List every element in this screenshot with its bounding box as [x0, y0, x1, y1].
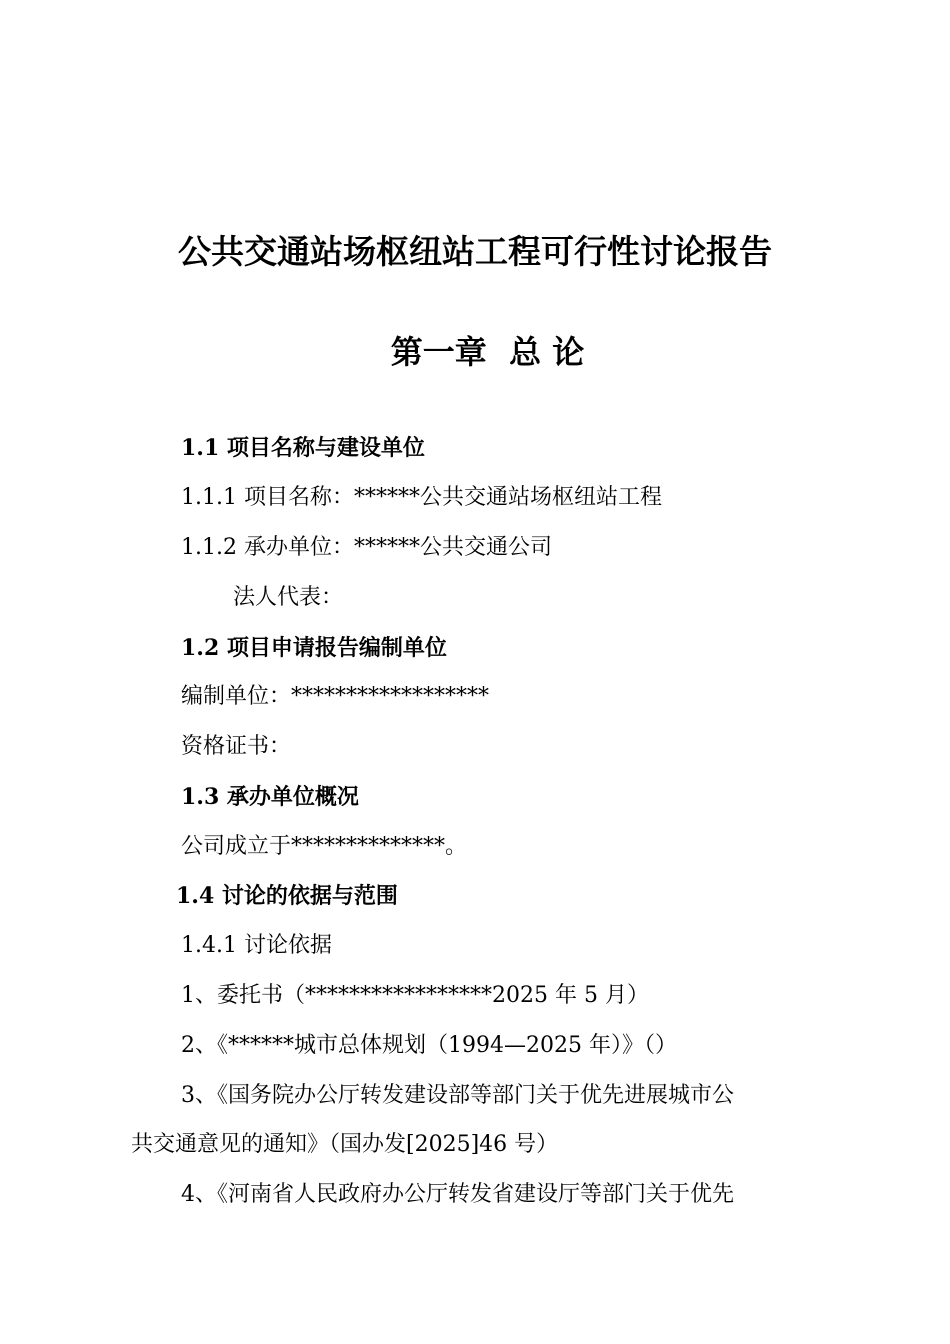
- item-compiling-unit: 编制单位：******************: [181, 684, 490, 709]
- section-heading-1-4: 1.4 讨论的依据与范围: [176, 883, 398, 909]
- subsection-heading-1-4-1: 1.4.1 讨论依据: [181, 933, 332, 958]
- basis-item-4-line-1: 4、《河南省人民政府办公厅转发省建设厅等部门关于优先: [181, 1182, 734, 1207]
- document-title: 公共交通站场枢纽站工程可行性讨论报告: [178, 232, 772, 271]
- company-overview-text: 公司成立于**************。: [181, 834, 468, 859]
- basis-item-1: 1、委托书（*****************2025 年 5 月）: [181, 983, 649, 1008]
- chapter-heading: 第一章 总 论: [390, 333, 585, 371]
- basis-item-3-line-2: 共交通意见的通知》（国办发[2025]46 号）: [131, 1132, 559, 1157]
- item-organizer: 1.1.2 承办单位：******公共交通公司: [181, 535, 552, 560]
- section-heading-1-2: 1.2 项目申请报告编制单位: [181, 635, 447, 661]
- section-heading-1-1: 1.1 项目名称与建设单位: [181, 435, 425, 461]
- item-qualification: 资格证书：: [181, 734, 292, 759]
- section-heading-1-3: 1.3 承办单位概况: [181, 784, 359, 810]
- basis-item-2: 2、《******城市总体规划（1994—2025 年）》（）: [181, 1033, 677, 1058]
- item-project-name: 1.1.1 项目名称：******公共交通站场枢纽站工程: [181, 485, 662, 510]
- item-legal-representative: 法人代表：: [233, 585, 344, 610]
- basis-item-3-line-1: 3、《国务院办公厅转发建设部等部门关于优先进展城市公: [181, 1083, 734, 1108]
